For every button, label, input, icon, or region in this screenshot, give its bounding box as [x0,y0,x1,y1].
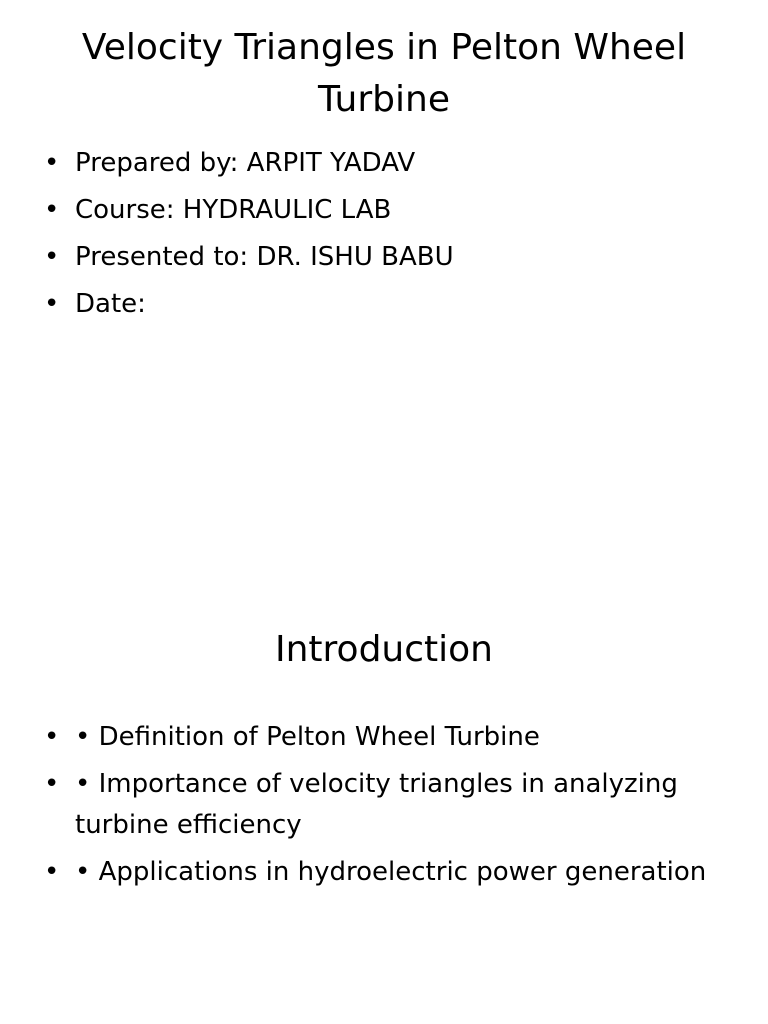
bullet-icon: • [44,195,60,225]
introduction-slide [0,560,768,1024]
list-item-prepared-by [44,142,734,184]
list-item-text: Date: [75,289,146,319]
list-item-date [44,283,734,325]
bullet-icon: • [44,148,60,178]
list-item-course [44,189,734,231]
slide-title: Velocity Triangles in Pelton Wheel Turbine [81,27,687,120]
list-item-definition [44,717,734,758]
bullet-icon: • [44,289,60,319]
bullet-icon: • [44,857,60,887]
list-item-text: • Applications in hydroelectric power generation [75,857,707,887]
bullet-list [44,142,734,330]
bullet-icon: • [44,769,60,799]
list-item-importance [44,764,734,846]
list-item-presented-to [44,236,734,278]
list-item-text: • Definition of Pelton Wheel Turbine [75,722,540,752]
list-item-text: Course: HYDRAULIC LAB [75,195,392,225]
bullet-list [44,717,734,899]
list-item-text: Prepared by: ARPIT YADAV [75,148,416,178]
list-item-text: Presented to: DR. ISHU BABU [75,242,454,272]
list-item-applications [44,852,734,893]
bullet-icon: • [44,242,60,272]
slide-title: Introduction [274,629,493,670]
bullet-icon: • [44,722,60,752]
list-item-text: • Importance of velocity triangles in analyzing turbine efficiency [75,769,678,840]
